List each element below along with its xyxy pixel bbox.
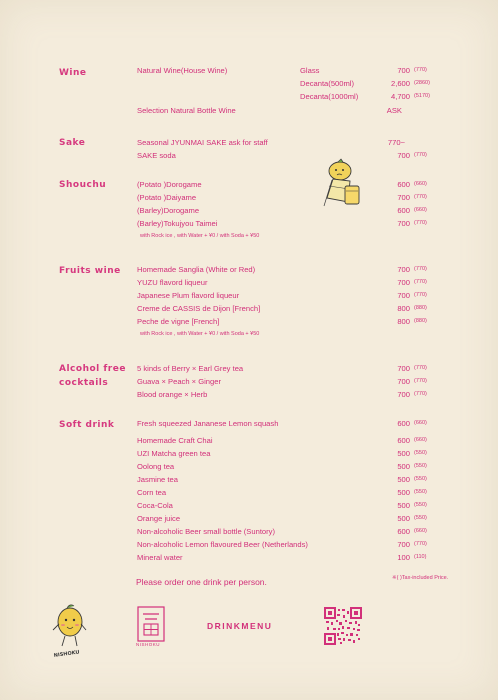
menu-row <box>0 419 498 431</box>
menu-row <box>0 265 498 277</box>
menu-row <box>0 514 498 526</box>
section-title-fruits-wine: Fruits wine <box>59 266 121 276</box>
item-price: 600 <box>397 527 410 536</box>
item-name: Coca-Cola <box>137 501 173 510</box>
item-name: Homemade Craft Chai <box>137 436 213 445</box>
menu-row <box>0 488 498 500</box>
qr-code-icon[interactable] <box>324 607 362 645</box>
item-price: 100 <box>397 553 410 562</box>
item-tax-price: (770) <box>414 378 427 384</box>
item-tax-price: (550) <box>414 502 427 508</box>
menu-row <box>0 501 498 513</box>
item-name: Non-alcoholic Beer small bottle (Suntory) <box>137 527 276 536</box>
item-tax-price: (770) <box>414 220 427 226</box>
item-tax-price: (770) <box>414 292 427 298</box>
menu-row <box>0 364 498 376</box>
section-title-shouchu: Shouchu <box>59 180 107 190</box>
item-price: 4,700 <box>390 92 410 101</box>
item-name: UZI Matcha green tea <box>137 449 211 458</box>
menu-row <box>0 540 498 552</box>
menu-row <box>0 92 498 104</box>
item-name: (Potato )Dorogame <box>137 180 202 189</box>
menu-row <box>0 553 498 565</box>
item-price: 700 <box>397 219 410 228</box>
section-title-cocktails: cocktails <box>59 378 109 388</box>
item-name: Mineral water <box>137 553 183 562</box>
menu-row <box>0 278 498 290</box>
item-name: (Barley)Tokujyou Taimei <box>137 219 218 228</box>
item-name: Oolong tea <box>137 462 175 471</box>
menu-row <box>0 138 498 150</box>
item-tax-price: (770) <box>414 279 427 285</box>
item-name: Seasonal JYUNMAI SAKE ask for staff <box>137 138 268 147</box>
item-size: Decanta(1000ml) <box>300 92 359 101</box>
item-price: 700 <box>397 151 410 160</box>
mascot-caption: NISHOKU <box>53 649 80 659</box>
item-tax-price: (550) <box>414 489 427 495</box>
menu-row <box>0 527 498 539</box>
logo-caption: NISHOKU <box>136 642 161 647</box>
item-name: (Potato )Daiyame <box>137 193 197 202</box>
item-tax-price: (2860) <box>414 80 430 86</box>
lemon-mascot-icon <box>50 600 88 662</box>
item-price: 600 <box>397 419 410 428</box>
item-name: Corn tea <box>137 488 167 497</box>
item-tax-price: (770) <box>414 67 427 73</box>
item-tax-price: (770) <box>414 266 427 272</box>
item-name: Blood orange × Herb <box>137 390 208 399</box>
item-name: Jasmine tea <box>137 475 178 484</box>
item-tax-price: (660) <box>414 420 427 426</box>
menu-row <box>0 151 498 163</box>
item-price: 500 <box>397 449 410 458</box>
section-title-wine: Wine <box>59 68 87 78</box>
item-name: Fresh squeezed Jananese Lemon squash <box>137 419 279 428</box>
menu-row <box>0 66 498 78</box>
item-price: 500 <box>397 501 410 510</box>
item-name: SAKE soda <box>137 151 176 160</box>
item-name: Non-alcoholic Lemon flavoured Beer (Netherlands) <box>137 540 308 549</box>
drink-menu-title: DRINKMENU <box>207 621 273 631</box>
serving-note: with Rock ice , with Water + ¥0 / with Soda + ¥50 <box>140 233 260 239</box>
item-tax-price: (770) <box>414 365 427 371</box>
item-price: ASK <box>386 106 402 115</box>
menu-row <box>0 449 498 461</box>
item-name: (Barley)Dorogame <box>137 206 200 215</box>
item-name: Selection Natural Bottle Wine <box>137 106 236 115</box>
item-name: Guava × Peach × Ginger <box>137 377 222 386</box>
menu-row <box>0 377 498 389</box>
item-price: 600 <box>397 206 410 215</box>
item-price: 700 <box>397 193 410 202</box>
item-name: Japanese Plum flavord liqueur <box>137 291 240 300</box>
item-tax-price: (550) <box>414 450 427 456</box>
menu-row <box>0 180 498 192</box>
item-price: 800 <box>397 317 410 326</box>
menu-row <box>0 304 498 316</box>
item-tax-price: (880) <box>414 318 427 324</box>
item-size: Decanta(500ml) <box>300 79 355 88</box>
item-price: 700 <box>397 390 410 399</box>
tax-note: ※( )Tax-included Price. <box>392 575 449 581</box>
serving-note: with Rock ice , with Water + ¥0 / with Soda + ¥50 <box>140 331 260 337</box>
menu-row <box>0 475 498 487</box>
menu-row <box>0 390 498 402</box>
item-price: 700 <box>397 540 410 549</box>
item-price: 500 <box>397 462 410 471</box>
item-tax-price: (550) <box>414 476 427 482</box>
item-price: 800 <box>397 304 410 313</box>
item-price: 2,600 <box>390 79 410 88</box>
item-tax-price: (770) <box>414 194 427 200</box>
item-name: Natural Wine(House Wine) <box>137 66 228 75</box>
item-tax-price: (5170) <box>414 93 430 99</box>
item-price: 700 <box>397 278 410 287</box>
item-price: 600 <box>397 180 410 189</box>
item-tax-price: (550) <box>414 515 427 521</box>
item-name: Creme de CASSIS de Dijon [French] <box>137 304 261 313</box>
item-tax-price: (880) <box>414 305 427 311</box>
section-title-alcohol-free: Alcohol free <box>59 364 126 374</box>
item-tax-price: (770) <box>414 152 427 158</box>
menu-row <box>0 436 498 448</box>
menu-row <box>0 206 498 218</box>
menu-row <box>0 317 498 329</box>
menu-row <box>0 219 498 231</box>
lemon-mascot-glass-icon <box>318 158 368 214</box>
item-tax-price: (660) <box>414 528 427 534</box>
item-price: 700 <box>397 66 410 75</box>
item-price: 500 <box>397 514 410 523</box>
item-name: Peche de vigne [French] <box>137 317 220 326</box>
item-name: Orange juice <box>137 514 181 523</box>
item-name: 5 kinds of Berry × Earl Grey tea <box>137 364 244 373</box>
item-tax-price: (660) <box>414 207 427 213</box>
menu-row <box>0 462 498 474</box>
item-name: YUZU flavord liqueur <box>137 278 208 287</box>
item-price: 700 <box>397 364 410 373</box>
item-price: 500 <box>397 475 410 484</box>
item-tax-price: (770) <box>414 391 427 397</box>
menu-row <box>0 193 498 205</box>
item-name: Homemade Sanglia (White or Red) <box>137 265 256 274</box>
item-price: 500 <box>397 488 410 497</box>
item-price: 770~ <box>387 138 405 147</box>
nishoku-logo-icon <box>137 606 165 642</box>
item-price: 700 <box>397 291 410 300</box>
section-title-soft-drink: Soft drink <box>59 420 115 430</box>
menu-row <box>0 291 498 303</box>
item-price: 700 <box>397 265 410 274</box>
item-size: Glass <box>300 66 320 75</box>
item-tax-price: (660) <box>414 181 427 187</box>
item-tax-price: (110) <box>414 554 427 560</box>
item-price: 700 <box>397 377 410 386</box>
section-title-sake: Sake <box>59 138 86 148</box>
item-tax-price: (770) <box>414 541 427 547</box>
menu-row <box>0 106 498 118</box>
item-tax-price: (660) <box>414 437 427 443</box>
item-tax-price: (550) <box>414 463 427 469</box>
order-note: Please order one drink per person. <box>136 577 267 587</box>
menu-row <box>0 79 498 91</box>
item-price: 600 <box>397 436 410 445</box>
